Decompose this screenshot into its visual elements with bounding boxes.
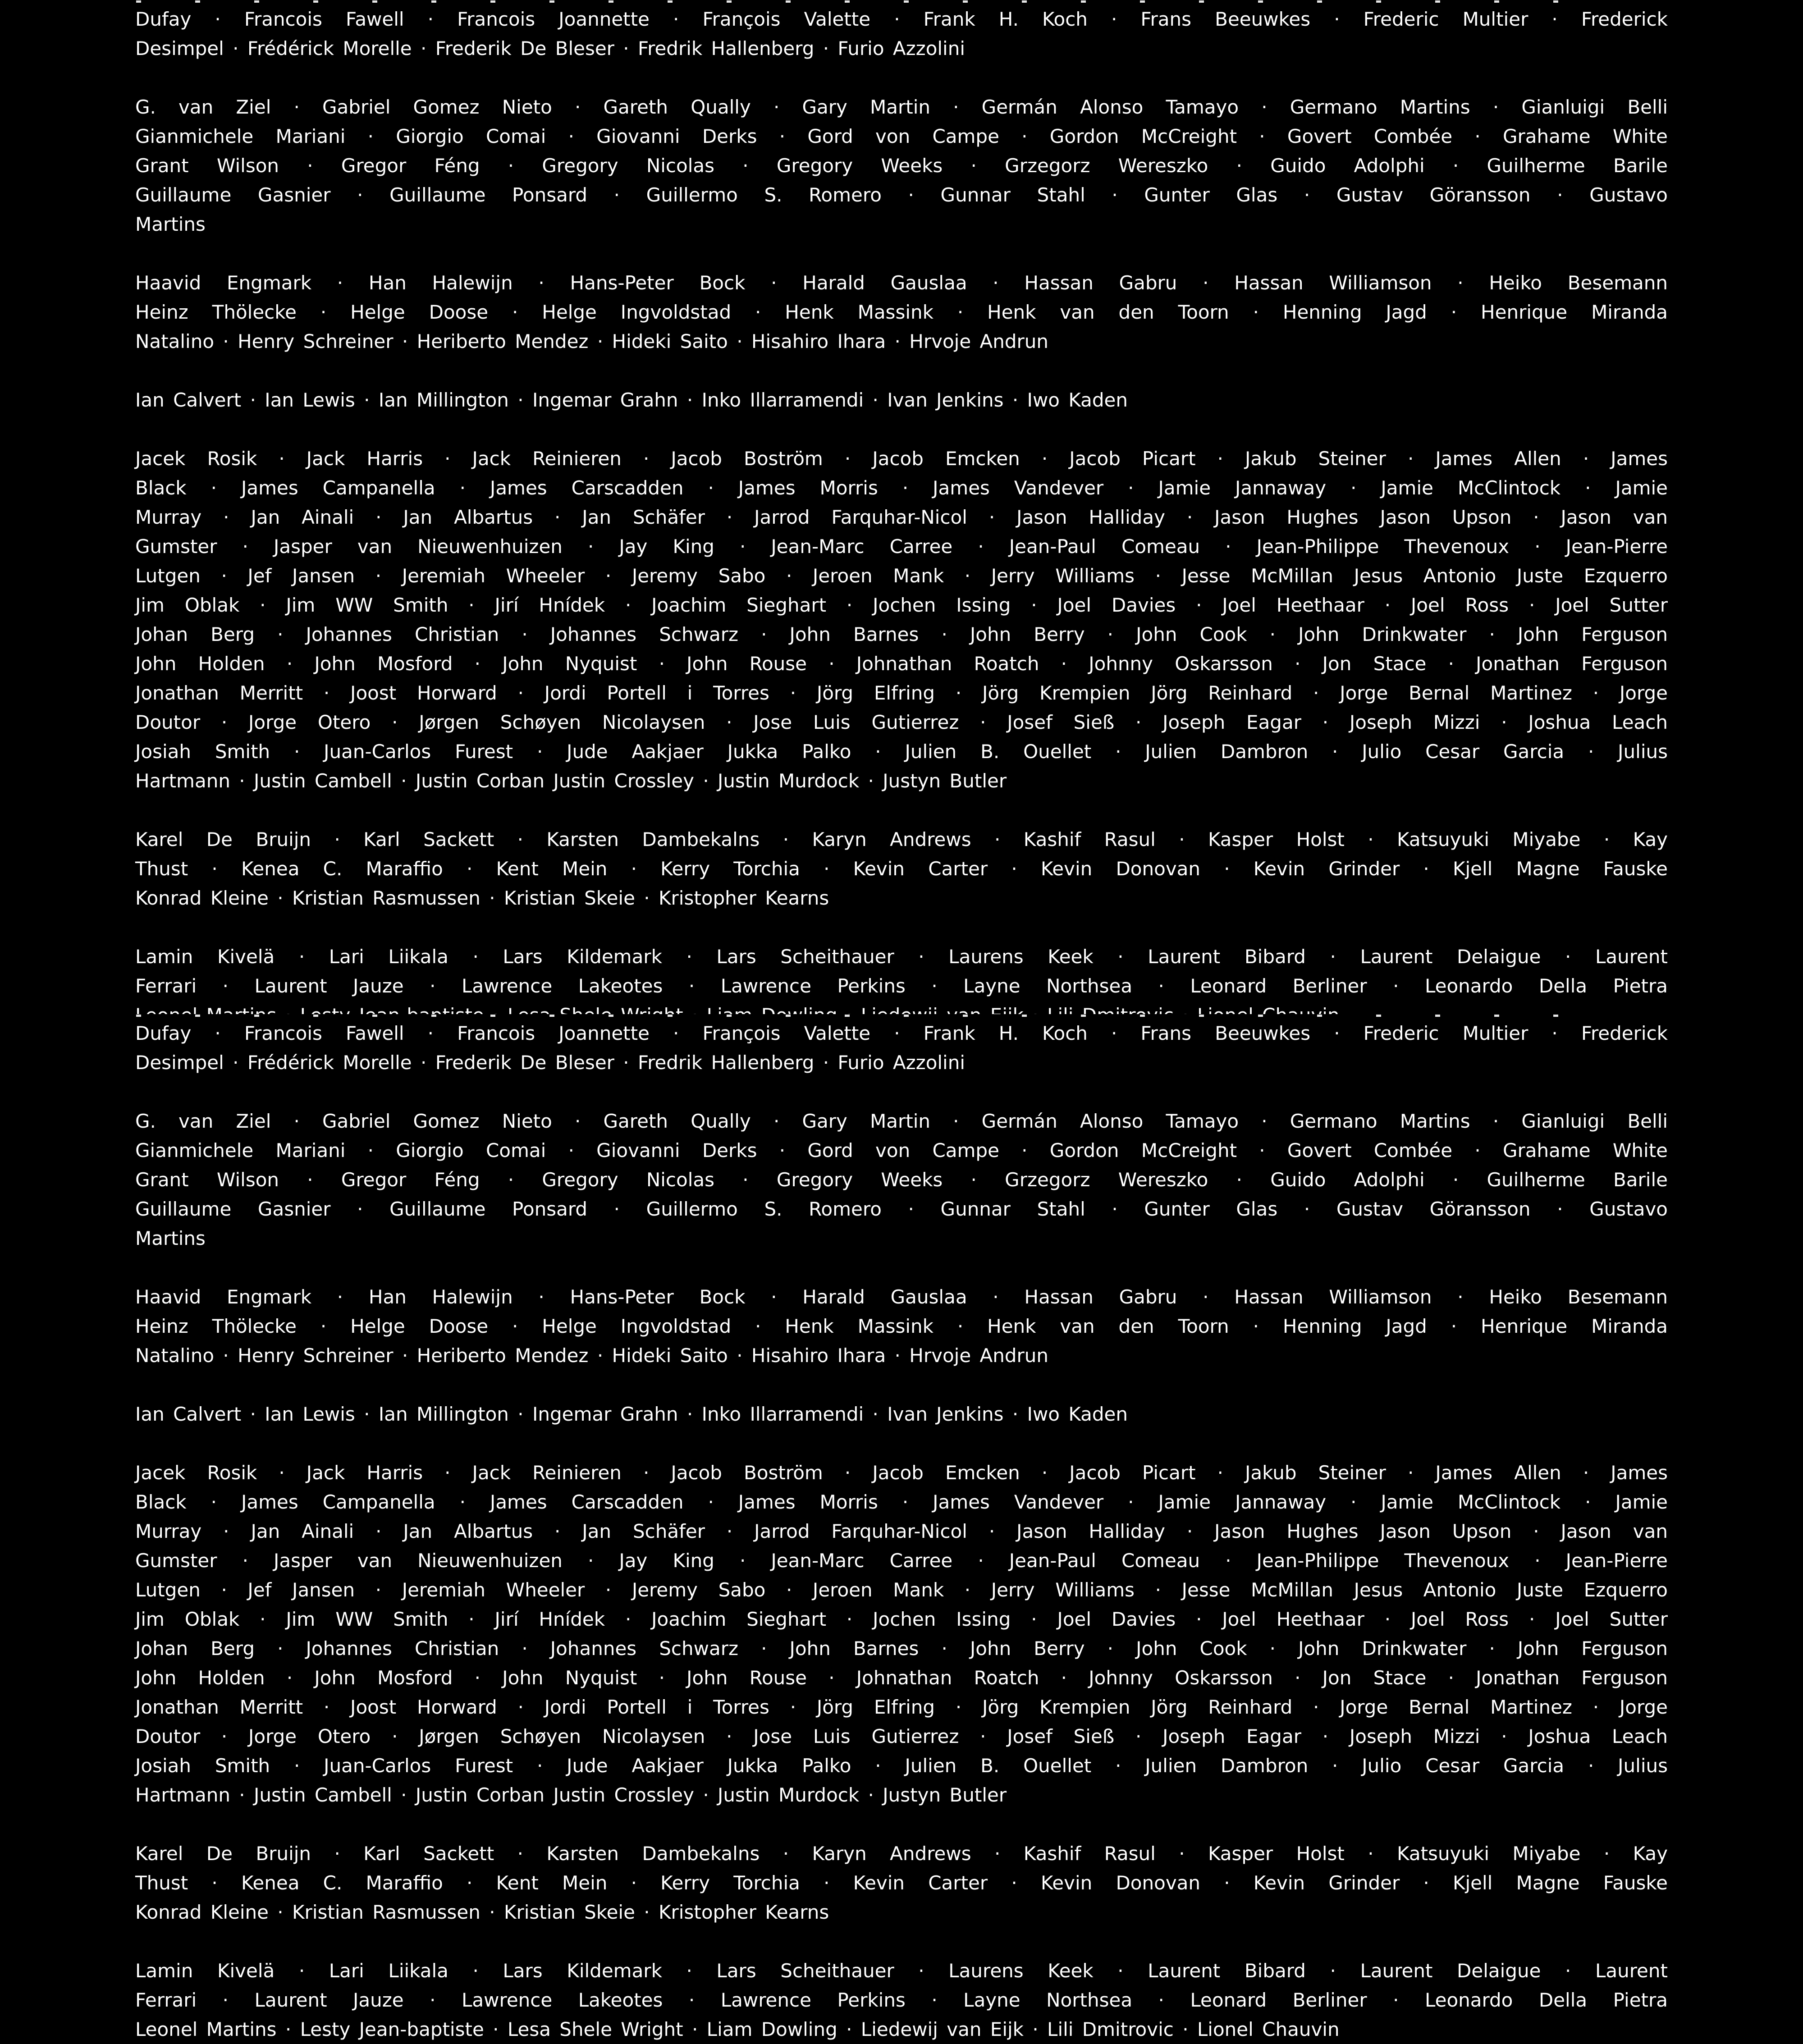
credits-line: Martins xyxy=(135,213,206,235)
credits-paragraph-j xyxy=(135,1458,1668,1810)
credits-line: Haavid Engmark · Han Halewijn · Hans-Peter Bock · Harald Gauslaa · Hassan Gabru · Hassan Williamson · Heiko Besemann xyxy=(135,272,1668,294)
credits-line: Desimpel · Frédérick Morelle · Frederik De Bleser · Fredrik Hallenberg · Furio Azzolini xyxy=(135,37,966,59)
credits-line: Thust · Kenea C. Maraffio · Kent Mein · Kerry Torchia · Kevin Carter · Kevin Donovan · Kevin Grinder · Kjell Magne Fauske xyxy=(135,1872,1668,1894)
credits-content xyxy=(0,1014,1803,2044)
credits-line: Jim Oblak · Jim WW Smith · Jirí Hnídek · Joachim Sieghart · Jochen Issing · Joel Davies · Joel Heethaar · Joel Ross · Joel Sutter xyxy=(135,594,1668,616)
credits-line: Karel De Bruijn · Karl Sackett · Karsten Dambekalns · Karyn Andrews · Kashif Rasul · Kasper Holst · Katsuyuki Miyabe · Kay xyxy=(135,828,1668,851)
clipped-line-sliver xyxy=(136,1015,1610,1017)
credits-line: John Holden · John Mosford · John Nyquist · John Rouse · Johnathan Roatch · Johnny Oskarsson · Jon Stace · Jonathan Ferguson xyxy=(135,653,1668,675)
credits-line: Natalino · Henry Schreiner · Heriberto Mendez · Hideki Saito · Hisahiro Ihara · Hrvoje Andrun xyxy=(135,330,1049,352)
credits-line: Ferrari · Laurent Jauze · Lawrence Lakeotes · Lawrence Perkins · Layne Northsea · Leonard Berliner · Leonardo Della Pietra xyxy=(135,975,1668,997)
credits-line: Lutgen · Jef Jansen · Jeremiah Wheeler · Jeremy Sabo · Jeroen Mank · Jerry Williams · Jesse McMillan Jesus Antonio Juste Ezquerro xyxy=(135,565,1668,587)
clipped-line-sliver xyxy=(136,0,1610,3)
credits-line: John Holden · John Mosford · John Nyquist · John Rouse · Johnathan Roatch · Johnny Oskarsson · Jon Stace · Jonathan Ferguson xyxy=(135,1667,1668,1689)
credits-line: Jonathan Merritt · Joost Horward · Jordi Portell i Torres · Jörg Elfring · Jörg Krempien Jörg Reinhard · Jorge Bernal Martinez · Jorge xyxy=(135,682,1668,704)
credits-line: Murray · Jan Ainali · Jan Albartus · Jan Schäfer · Jarrod Farquhar-Nicol · Jason Halliday · Jason Hughes Jason Upson · Jason van xyxy=(135,1520,1668,1542)
credits-line: Jacek Rosik · Jack Harris · Jack Reinieren · Jacob Boström · Jacob Emcken · Jacob Picart · Jakub Steiner · James Allen · James xyxy=(135,1462,1668,1484)
credits-line: Haavid Engmark · Han Halewijn · Hans-Peter Bock · Harald Gauslaa · Hassan Gabru · Hassan Williamson · Heiko Besemann xyxy=(135,1286,1668,1308)
credits-line: Grant Wilson · Gregor Féng · Gregory Nicolas · Gregory Weeks · Grzegorz Wereszko · Guido Adolphi · Guilherme Barile xyxy=(135,1169,1668,1191)
credits-paragraph-f xyxy=(135,5,1668,63)
credits-line: Guillaume Gasnier · Guillaume Ponsard · Guillermo S. Romero · Gunnar Stahl · Gunter Glas · Gustav Göransson · Gustavo xyxy=(135,184,1668,206)
credits-line: Ferrari · Laurent Jauze · Lawrence Lakeotes · Lawrence Perkins · Layne Northsea · Leonard Berliner · Leonardo Della Pietra xyxy=(135,1989,1668,2011)
credits-line: Grant Wilson · Gregor Féng · Gregory Nicolas · Gregory Weeks · Grzegorz Wereszko · Guido Adolphi · Guilherme Barile xyxy=(135,155,1668,177)
credits-paragraph-g xyxy=(135,92,1668,239)
credits-line: Murray · Jan Ainali · Jan Albartus · Jan Schäfer · Jarrod Farquhar-Nicol · Jason Halliday · Jason Hughes Jason Upson · Jason van xyxy=(135,506,1668,528)
credits-line: Thust · Kenea C. Maraffio · Kent Mein · Kerry Torchia · Kevin Carter · Kevin Donovan · Kevin Grinder · Kjell Magne Fauske xyxy=(135,858,1668,880)
credits-line: Martins xyxy=(135,1227,206,1249)
credits-line: Guillaume Gasnier · Guillaume Ponsard · Guillermo S. Romero · Gunnar Stahl · Gunter Glas · Gustav Göransson · Gustavo xyxy=(135,1198,1668,1220)
credits-line: Black · James Campanella · James Carscadden · James Morris · James Vandever · Jamie Jannaway · Jamie McClintock · Jamie xyxy=(135,1491,1668,1513)
credits-line: Black · James Campanella · James Carscadden · James Morris · James Vandever · Jamie Jannaway · Jamie McClintock · Jamie xyxy=(135,477,1668,499)
credits-paragraph-j xyxy=(135,444,1668,796)
credits-line: Johan Berg · Johannes Christian · Johannes Schwarz · John Barnes · John Berry · John Cook · John Drinkwater · John Ferguson xyxy=(135,1637,1668,1660)
credits-line: Lamin Kivelä · Lari Liikala · Lars Kildemark · Lars Scheithauer · Laurens Keek · Laurent Bibard · Laurent Delaigue · Laurent xyxy=(135,946,1668,968)
credits-line: Josiah Smith · Juan-Carlos Furest · Jude Aakjaer Jukka Palko · Julien B. Ouellet · Julien Dambron · Julio Cesar Garcia · Julius xyxy=(135,741,1668,763)
credits-line: Jim Oblak · Jim WW Smith · Jirí Hnídek · Joachim Sieghart · Jochen Issing · Joel Davies · Joel Heethaar · Joel Ross · Joel Sutter xyxy=(135,1608,1668,1630)
credits-line: G. van Ziel · Gabriel Gomez Nieto · Gareth Qually · Gary Martin · Germán Alonso Tamayo · Germano Martins · Gianluigi Belli xyxy=(135,1110,1668,1132)
credits-line: Doutor · Jorge Otero · Jørgen Schøyen Nicolaysen · Jose Luis Gutierrez · Josef Sieß · Joseph Eagar · Joseph Mizzi · Joshua Leach xyxy=(135,711,1668,733)
credits-line: Gumster · Jasper van Nieuwenhuizen · Jay King · Jean-Marc Carree · Jean-Paul Comeau · Jean-Philippe Thevenoux · Jean-Pierre xyxy=(135,1550,1668,1572)
credits-line: Gumster · Jasper van Nieuwenhuizen · Jay King · Jean-Marc Carree · Jean-Paul Comeau · Jean-Philippe Thevenoux · Jean-Pierre xyxy=(135,535,1668,558)
credits-paragraph-h xyxy=(135,268,1668,356)
credits-line: Konrad Kleine · Kristian Rasmussen · Kristian Skeie · Kristopher Kearns xyxy=(135,1901,829,1923)
credits-paragraph-f xyxy=(135,1019,1668,1077)
credits-paragraph-g xyxy=(135,1107,1668,1253)
credits-paragraph-i xyxy=(135,385,1668,415)
credits-tile xyxy=(0,0,1803,1014)
credits-line: Gianmichele Mariani · Giorgio Comai · Giovanni Derks · Gord von Campe · Gordon McCreight · Govert Combée · Grahame White xyxy=(135,125,1668,147)
credits-line: Johan Berg · Johannes Christian · Johannes Schwarz · John Barnes · John Berry · John Cook · John Drinkwater · John Ferguson xyxy=(135,623,1668,645)
credits-line: Heinz Thölecke · Helge Doose · Helge Ingvoldstad · Henk Massink · Henk van den Toorn · Henning Jagd · Henrique Miranda xyxy=(135,1315,1668,1337)
credits-line: Dufay · Francois Fawell · Francois Joannette · François Valette · Frank H. Koch · Frans Beeuwkes · Frederic Multier · Frederick xyxy=(135,1022,1668,1044)
credits-line: Ian Calvert · Ian Lewis · Ian Millington · Ingemar Grahn · Inko Illarramendi · Ivan Jenkins · Iwo Kaden xyxy=(135,1403,1128,1425)
credits-line: Dufay · Francois Fawell · Francois Joannette · François Valette · Frank H. Koch · Frans Beeuwkes · Frederic Multier · Frederick xyxy=(135,8,1668,30)
credits-line: G. van Ziel · Gabriel Gomez Nieto · Gareth Qually · Gary Martin · Germán Alonso Tamayo · Germano Martins · Gianluigi Belli xyxy=(135,96,1668,118)
credits-line: Jonathan Merritt · Joost Horward · Jordi Portell i Torres · Jörg Elfring · Jörg Krempien Jörg Reinhard · Jorge Bernal Martinez · Jorge xyxy=(135,1696,1668,1718)
credits-paragraph-l xyxy=(135,1956,1668,2044)
credits-line: Jacek Rosik · Jack Harris · Jack Reinieren · Jacob Boström · Jacob Emcken · Jacob Picart · Jakub Steiner · James Allen · James xyxy=(135,448,1668,470)
credits-paragraph-i xyxy=(135,1399,1668,1429)
credits-line: Natalino · Henry Schreiner · Heriberto Mendez · Hideki Saito · Hisahiro Ihara · Hrvoje Andrun xyxy=(135,1344,1049,1367)
credits-tile xyxy=(0,1014,1803,2040)
credits-line: Lutgen · Jef Jansen · Jeremiah Wheeler · Jeremy Sabo · Jeroen Mank · Jerry Williams · Jesse McMillan Jesus Antonio Juste Ezquerro xyxy=(135,1579,1668,1601)
credits-line: Leonel Martins · Lesty Jean-baptiste · Lesa Shele Wright · Liam Dowling · Liedewij van Eijk · Lili Dmitrovic · Lionel Chauvin xyxy=(135,2018,1340,2040)
credits-line: Konrad Kleine · Kristian Rasmussen · Kristian Skeie · Kristopher Kearns xyxy=(135,887,829,909)
credits-line: Heinz Thölecke · Helge Doose · Helge Ingvoldstad · Henk Massink · Henk van den Toorn · Henning Jagd · Henrique Miranda xyxy=(135,301,1668,323)
credits-paragraph-k xyxy=(135,1839,1668,1927)
credits-line: Desimpel · Frédérick Morelle · Frederik De Bleser · Fredrik Hallenberg · Furio Azzolini xyxy=(135,1052,966,1074)
credits-paragraph-h xyxy=(135,1282,1668,1370)
credits-paragraph-k xyxy=(135,825,1668,913)
credits-line: Lamin Kivelä · Lari Liikala · Lars Kildemark · Lars Scheithauer · Laurens Keek · Laurent Bibard · Laurent Delaigue · Laurent xyxy=(135,1960,1668,1982)
credits-line: Doutor · Jorge Otero · Jørgen Schøyen Nicolaysen · Jose Luis Gutierrez · Josef Sieß · Joseph Eagar · Joseph Mizzi · Joshua Leach xyxy=(135,1725,1668,1747)
credits-line: Josiah Smith · Juan-Carlos Furest · Jude Aakjaer Jukka Palko · Julien B. Ouellet · Julien Dambron · Julio Cesar Garcia · Julius xyxy=(135,1755,1668,1777)
credits-line: Gianmichele Mariani · Giorgio Comai · Giovanni Derks · Gord von Campe · Gordon McCreight · Govert Combée · Grahame White xyxy=(135,1139,1668,1161)
credits-line: Karel De Bruijn · Karl Sackett · Karsten Dambekalns · Karyn Andrews · Kashif Rasul · Kasper Holst · Katsuyuki Miyabe · Kay xyxy=(135,1843,1668,1865)
credits-line: Ian Calvert · Ian Lewis · Ian Millington · Ingemar Grahn · Inko Illarramendi · Ivan Jenkins · Iwo Kaden xyxy=(135,389,1128,411)
credits-line: Hartmann · Justin Cambell · Justin Corban Justin Crossley · Justin Murdock · Justyn Butler xyxy=(135,770,1007,792)
credits-line: Hartmann · Justin Cambell · Justin Corban Justin Crossley · Justin Murdock · Justyn Butler xyxy=(135,1784,1007,1806)
